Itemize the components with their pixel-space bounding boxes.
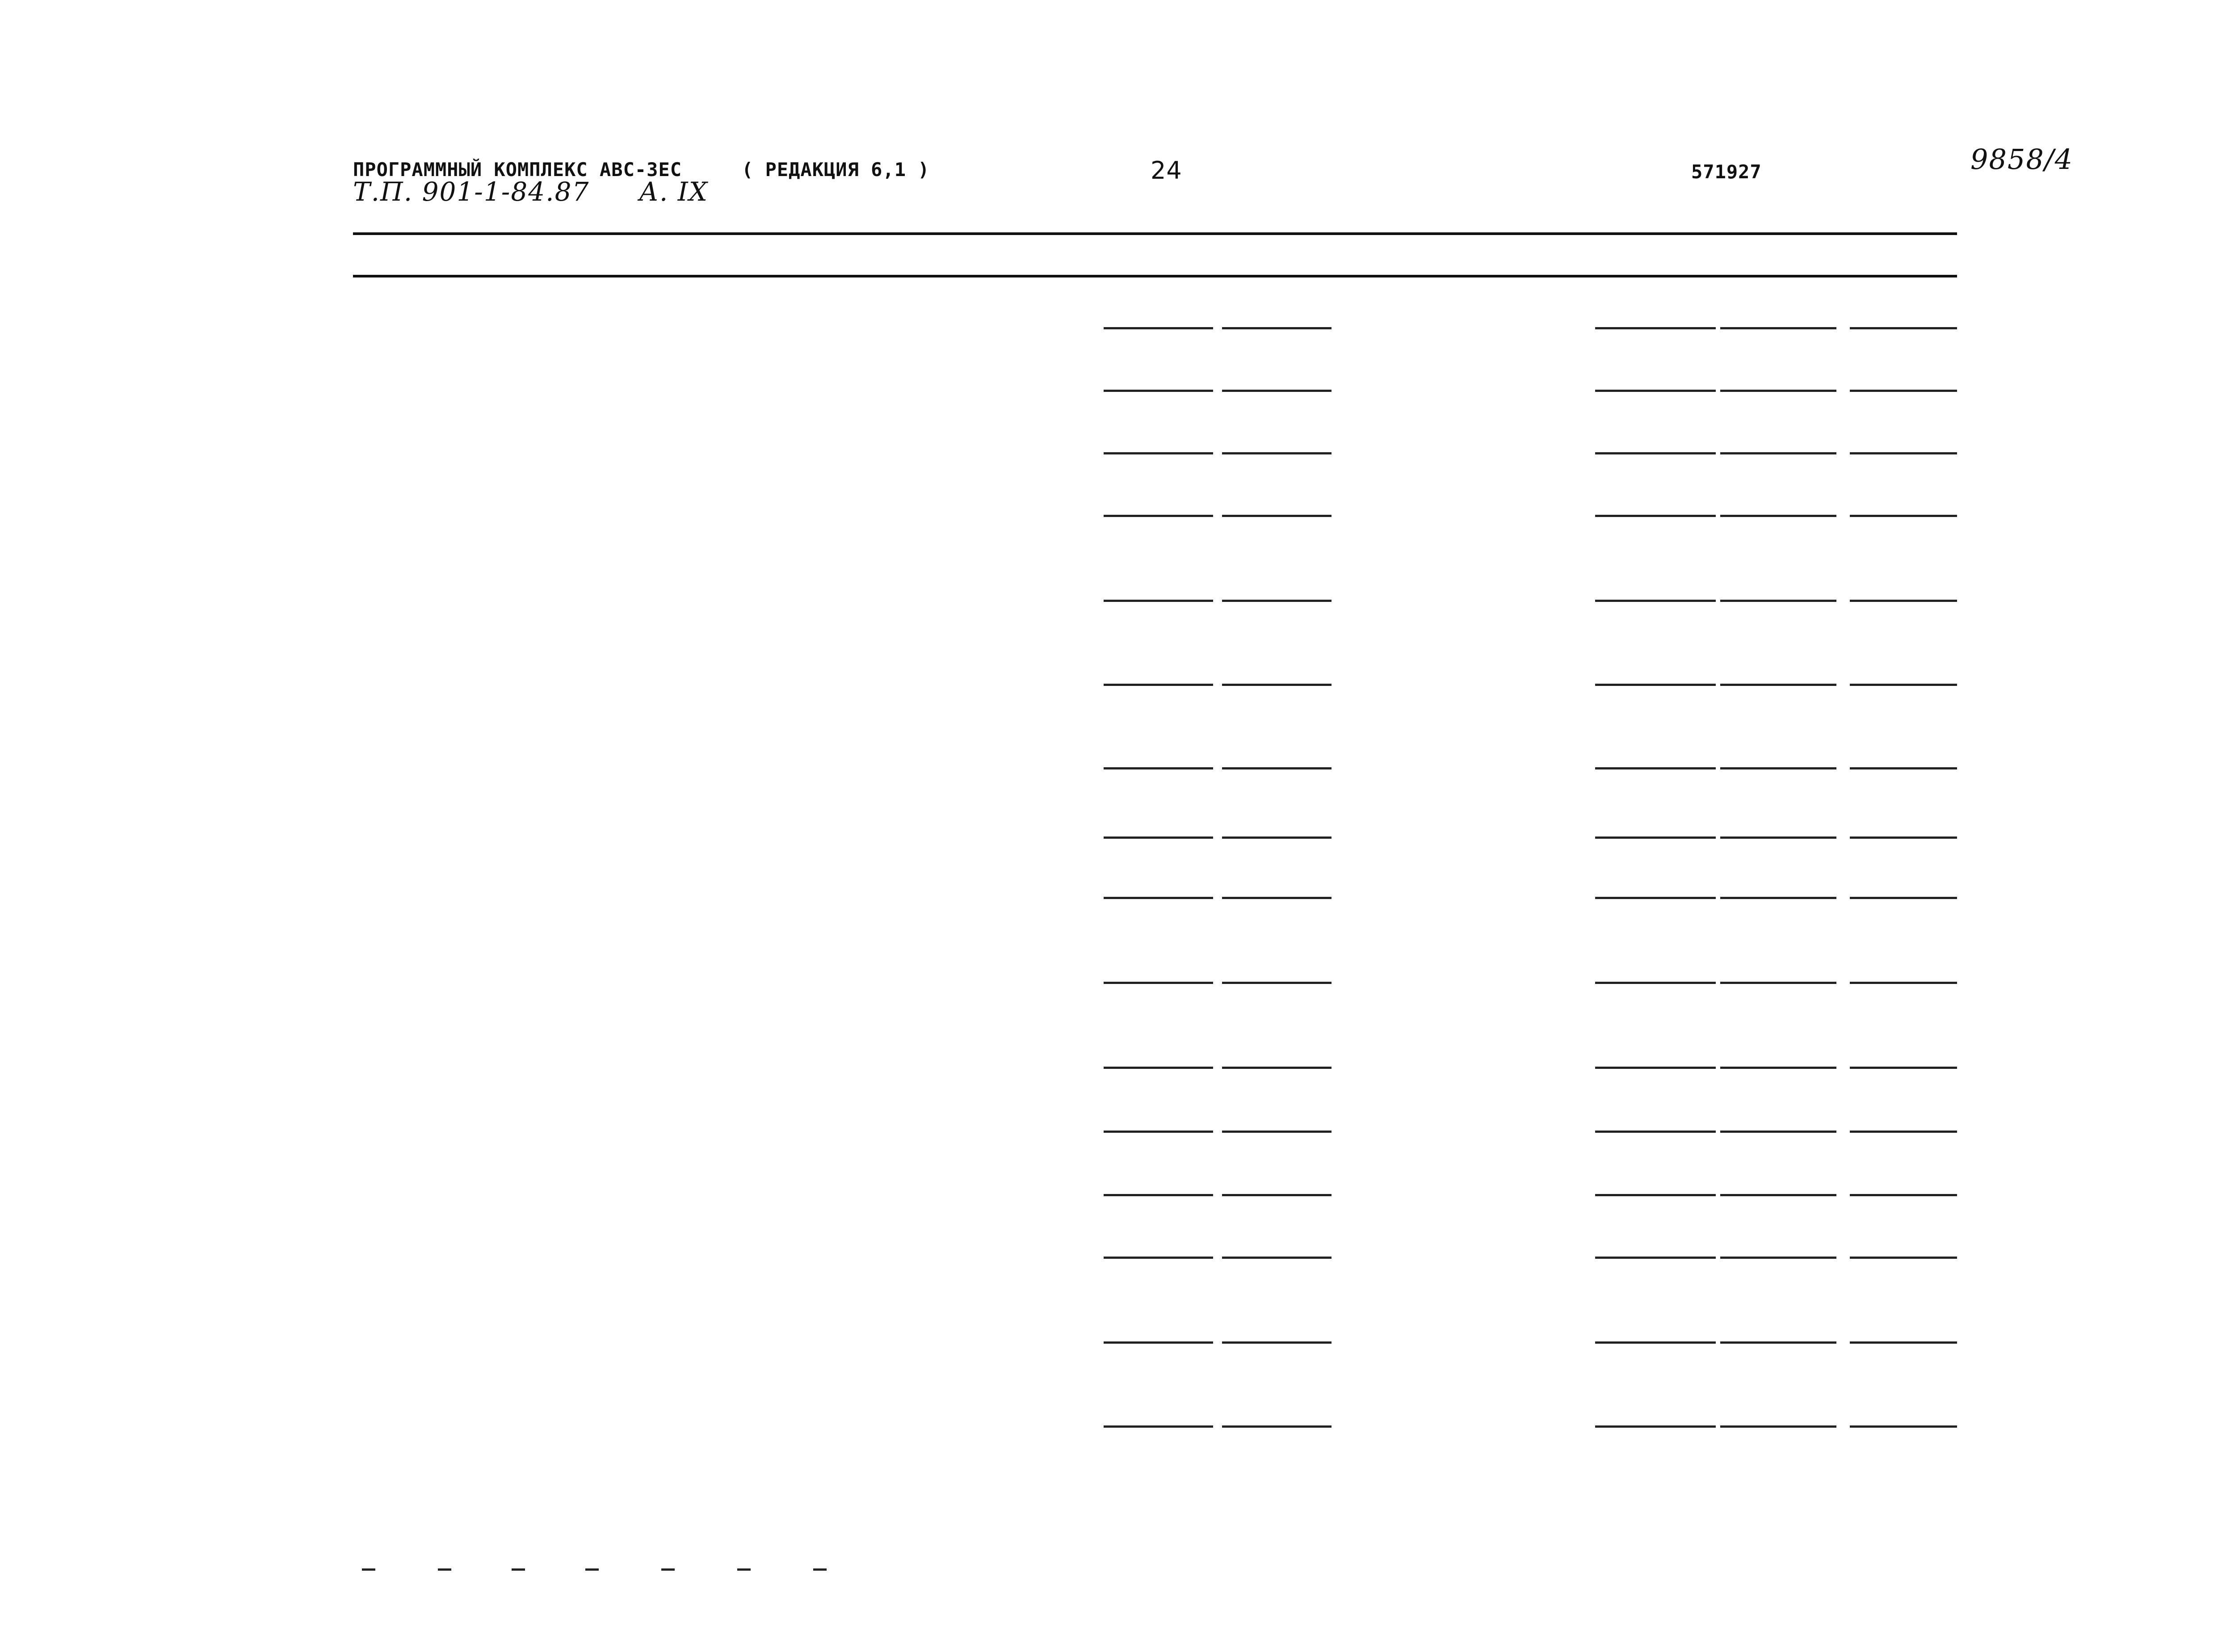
- separator-line-c5: [1104, 767, 1213, 769]
- separator-line-c9: [1595, 684, 1716, 686]
- separator-line-c5: [1104, 452, 1213, 454]
- separator-line-c11: [1850, 1257, 1957, 1259]
- separator-line-c6: [1222, 327, 1332, 329]
- separator-line-c9: [1595, 1425, 1716, 1428]
- separator-line-c5: [1104, 897, 1213, 899]
- separator-line-c11: [1850, 982, 1957, 984]
- separator-line-c5: [1104, 327, 1213, 329]
- document-code: 571927: [1691, 161, 1762, 183]
- separator-line-c9: [1595, 1194, 1716, 1196]
- separator-line-c5: [1104, 1131, 1213, 1133]
- separator-line-c5: [1104, 515, 1213, 517]
- bottom-dash-row: [357, 1568, 894, 1572]
- separator-line-c6: [1222, 1067, 1332, 1069]
- separator-line-c9: [1595, 390, 1716, 392]
- separator-line-c6: [1222, 452, 1332, 454]
- separator-line-c11: [1850, 1341, 1957, 1344]
- separator-line-c9: [1595, 1257, 1716, 1259]
- separator-line-c5: [1104, 1194, 1213, 1196]
- page-number: 24: [1151, 156, 1182, 185]
- separator-line-c9: [1595, 1067, 1716, 1069]
- separator-line-c11: [1850, 1425, 1957, 1428]
- separator-line-c10: [1720, 767, 1836, 769]
- separator-line-c5: [1104, 837, 1213, 839]
- separator-line-c11: [1850, 837, 1957, 839]
- separator-line-c5: [1104, 1067, 1213, 1069]
- separator-line-c11: [1850, 897, 1957, 899]
- separator-line-c11: [1850, 452, 1957, 454]
- edition-label: ( РЕДАКЦИЯ 6,1 ): [742, 159, 930, 181]
- separator-line-c9: [1595, 897, 1716, 899]
- separator-line-c6: [1222, 1257, 1332, 1259]
- separator-line-c6: [1222, 1131, 1332, 1133]
- separator-line-c9: [1595, 452, 1716, 454]
- separator-line-c10: [1720, 1425, 1836, 1428]
- separator-line-c6: [1222, 1341, 1332, 1344]
- separator-line-c10: [1720, 390, 1836, 392]
- separator-line-c9: [1595, 767, 1716, 769]
- separator-line-c11: [1850, 327, 1957, 329]
- program-name: ПРОГРАММНЫЙ КОМПЛЕКС АВС-3ЕС: [353, 159, 682, 181]
- separator-line-c6: [1222, 390, 1332, 392]
- header-bottom-rule: [353, 275, 1957, 277]
- separator-line-c10: [1720, 897, 1836, 899]
- separator-line-c10: [1720, 515, 1836, 517]
- separator-line-c9: [1595, 1131, 1716, 1133]
- separator-line-c11: [1850, 515, 1957, 517]
- separator-line-c10: [1720, 684, 1836, 686]
- separator-line-c6: [1222, 767, 1332, 769]
- separator-line-c10: [1720, 1341, 1836, 1344]
- separator-line-c6: [1222, 1425, 1332, 1428]
- separator-line-c5: [1104, 390, 1213, 392]
- separator-line-c11: [1850, 390, 1957, 392]
- separator-line-c5: [1104, 982, 1213, 984]
- separator-line-c10: [1720, 837, 1836, 839]
- separator-line-c5: [1104, 1257, 1213, 1259]
- separator-line-c6: [1222, 515, 1332, 517]
- separator-line-c5: [1104, 1425, 1213, 1428]
- separator-line-c11: [1850, 1131, 1957, 1133]
- separator-line-c10: [1720, 1194, 1836, 1196]
- separator-line-c6: [1222, 684, 1332, 686]
- separator-line-c10: [1720, 982, 1836, 984]
- separator-line-c9: [1595, 327, 1716, 329]
- separator-line-c9: [1595, 1341, 1716, 1344]
- separator-line-c11: [1850, 1067, 1957, 1069]
- separator-line-c10: [1720, 1131, 1836, 1133]
- separator-line-c10: [1720, 1067, 1836, 1069]
- separator-line-c6: [1222, 897, 1332, 899]
- separator-line-c9: [1595, 982, 1716, 984]
- separator-line-c11: [1850, 684, 1957, 686]
- separator-line-c9: [1595, 600, 1716, 602]
- separator-line-c6: [1222, 1194, 1332, 1196]
- separator-line-c9: [1595, 837, 1716, 839]
- separator-line-c10: [1720, 452, 1836, 454]
- separator-line-c6: [1222, 600, 1332, 602]
- separator-line-c5: [1104, 684, 1213, 686]
- separator-line-c11: [1850, 767, 1957, 769]
- header-top-rule: [353, 232, 1957, 235]
- separator-line-c11: [1850, 600, 1957, 602]
- sheet-mark: 9858/4: [1970, 143, 2074, 176]
- separator-line-c9: [1595, 515, 1716, 517]
- separator-line-c10: [1720, 600, 1836, 602]
- separator-line-c6: [1222, 837, 1332, 839]
- album-mark: А. IX: [639, 177, 708, 207]
- separator-line-c10: [1720, 327, 1836, 329]
- project-code: Т.П. 901-1-84.87: [353, 177, 590, 207]
- separator-line-c10: [1720, 1257, 1836, 1259]
- separator-line-c5: [1104, 600, 1213, 602]
- separator-line-c11: [1850, 1194, 1957, 1196]
- separator-line-c6: [1222, 982, 1332, 984]
- separator-line-c5: [1104, 1341, 1213, 1344]
